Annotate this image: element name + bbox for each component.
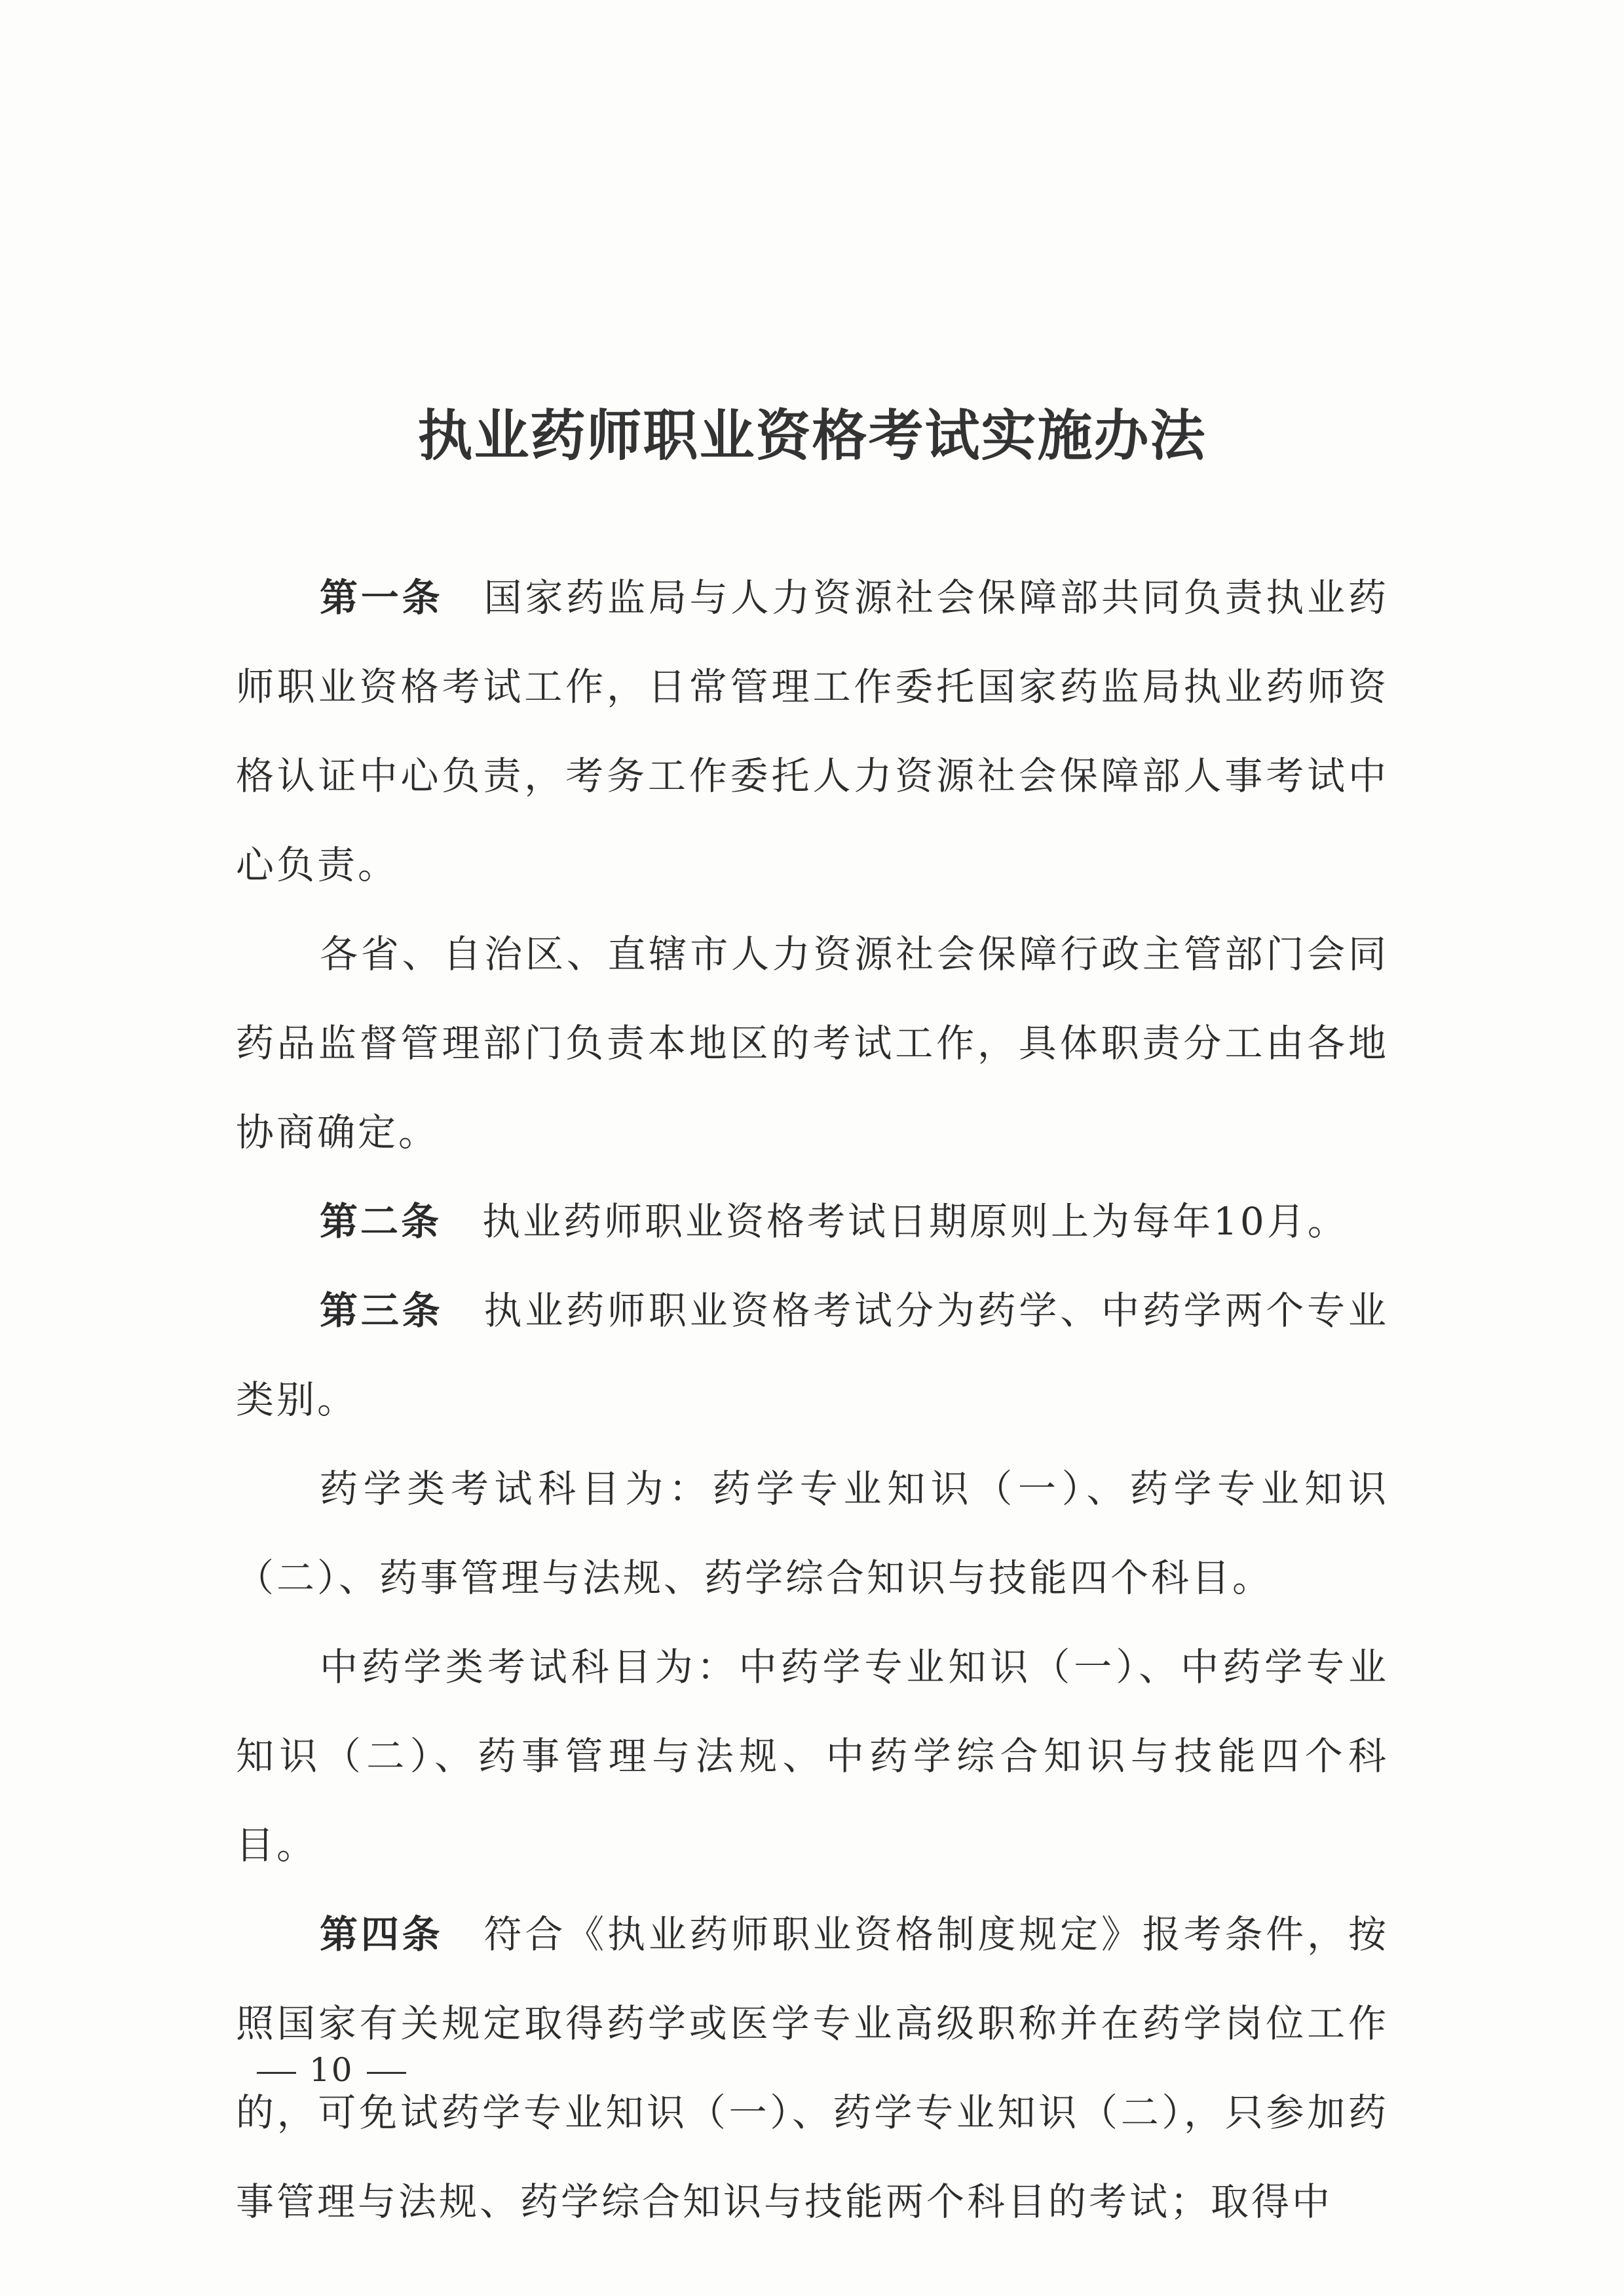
dash-left xyxy=(257,2072,296,2074)
paragraph-article-3 xyxy=(236,1266,1389,1444)
dash-right xyxy=(367,2072,406,2074)
page-number-footer xyxy=(244,2051,419,2089)
paragraph-tcm-subjects xyxy=(236,1622,1389,1890)
article-number: 第一条 xyxy=(320,575,444,620)
paragraph-article-1-continued xyxy=(236,909,1389,1177)
paragraph-pharmacy-subjects xyxy=(236,1444,1389,1622)
article-number: 第二条 xyxy=(320,1199,442,1244)
paragraph-text: 执业药师职业资格考试日期原则上为每年10月。 xyxy=(482,1199,1348,1244)
paragraph-text: 执业药师职业资格考试分为药学、中药学两个专业类别。 xyxy=(236,1288,1389,1422)
article-number: 第四条 xyxy=(320,1912,444,1957)
paragraph-article-1 xyxy=(236,553,1389,909)
paragraph-text: 各省、自治区、直辖市人力资源社会保障行政主管部门会同药品监督管理部门负责本地区的考试工作，具体职责分工由各地协商确定。 xyxy=(236,932,1389,1155)
article-number: 第三条 xyxy=(320,1288,444,1333)
paragraph-text: 中药学类考试科目为：中药学专业知识（一）、中药学专业知识（二）、药事管理与法规、中药学综合知识与技能四个科目。 xyxy=(236,1645,1389,1867)
paragraph-text: 药学类考试科目为：药学专业知识（一）、药学专业知识（二）、药事管理与法规、药学综合知识与技能四个科目。 xyxy=(236,1466,1389,1600)
page-number: 10 xyxy=(309,2051,354,2089)
paragraph-text: 符合《执业药师职业资格制度规定》报考条件，按照国家有关规定取得药学或医学专业高级职称并在药学岗位工作的，可免试药学专业知识（一）、药学专业知识（二），只参加药事管理与法规、药学综合知识与技能两个科目的考试；取得中 xyxy=(236,1912,1389,2224)
document-body xyxy=(236,553,1389,2246)
paragraph-article-2 xyxy=(236,1177,1389,1266)
paragraph-text: 国家药监局与人力资源社会保障部共同负责执业药师职业资格考试工作，日常管理工作委托国家药监局执业药师资格认证中心负责，考务工作委托人力资源社会保障部人事考试中心负责。 xyxy=(236,575,1389,887)
document-title: 执业药师职业资格考试实施办法 xyxy=(417,404,1207,468)
